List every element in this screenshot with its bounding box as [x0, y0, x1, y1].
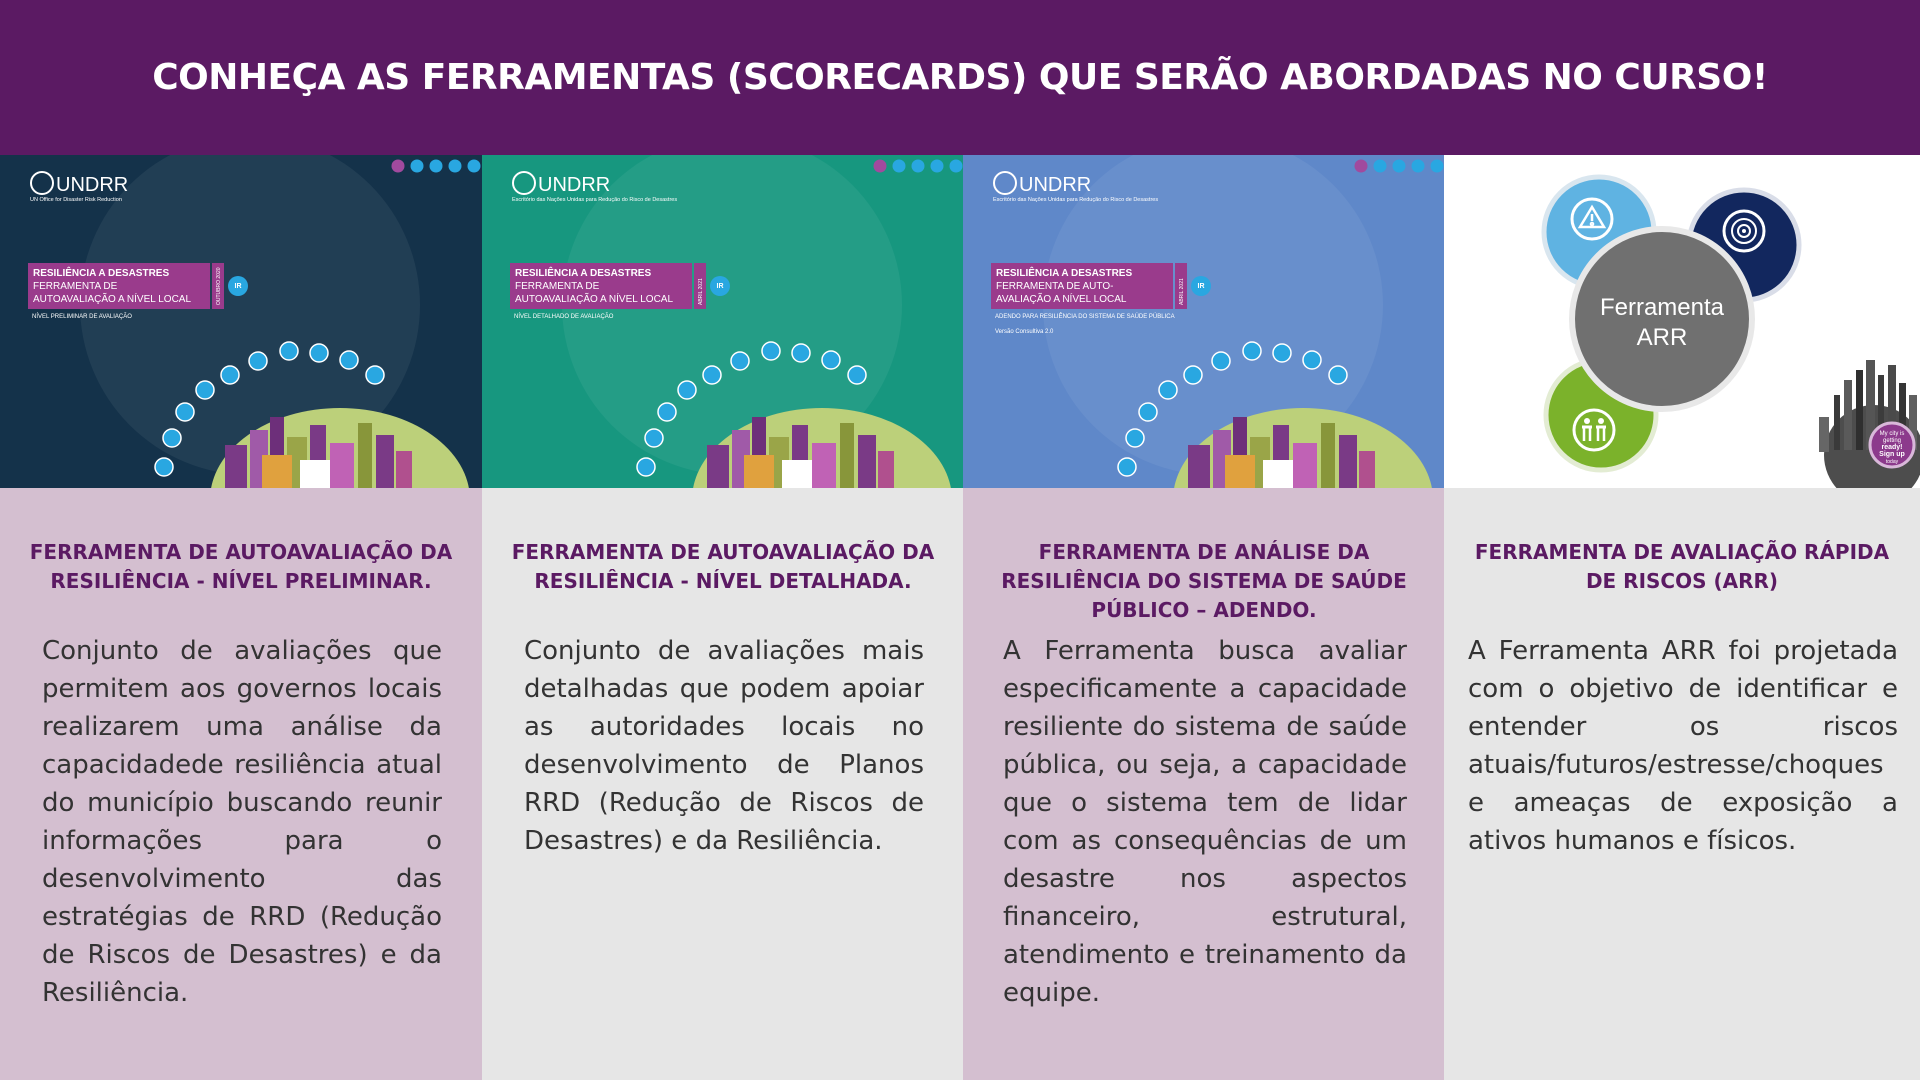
megaphone-icon — [1273, 344, 1291, 362]
svg-text:today: today — [1885, 459, 1899, 465]
tools-icon — [637, 458, 655, 476]
cover-caption: NÍVEL PRELIMINAR DE AVALIAÇÃO — [32, 314, 132, 320]
card-description: Conjunto de avaliações mais detalhadas que podem apoiar as autoridades locais no desenvolvimento de Planos RRD (Redução de Riscos de Desastres) e da Resiliência. — [524, 636, 924, 856]
money-icon — [1159, 381, 1177, 399]
center-label-line1: Ferramenta — [1599, 294, 1725, 321]
svg-text:RESILIÊNCIA A DESASTRES: RESILIÊNCIA A DESASTRES — [996, 268, 1133, 279]
home-icon[interactable] — [874, 160, 887, 173]
tools-icon — [1212, 352, 1230, 370]
card-description: A Ferramenta ARR foi projetada com o objetivo de identificar e entender os riscos atuais/futuros/estresse/choques e ameaças de exposição a ativos humanos e físicos. — [1468, 636, 1898, 856]
svg-text:OUTUBRO 2020: OUTUBRO 2020 — [216, 267, 222, 305]
svg-text:UNDRR: UNDRR — [1019, 174, 1092, 196]
cloud-icon — [1139, 403, 1157, 421]
refresh-icon[interactable] — [1431, 160, 1444, 173]
svg-text:Escritório das Nações Unidas p: Escritório das Nações Unidas para Redução do Risco de Desastres — [512, 197, 678, 203]
tools-icon — [155, 458, 173, 476]
cover-image-preliminar — [0, 155, 482, 488]
team-icon — [1243, 342, 1261, 360]
cover-image-saude — [963, 155, 1445, 488]
svg-text:My city is: My city is — [1879, 431, 1905, 437]
center-label-line2: ARR — [1636, 324, 1688, 351]
city-icon — [221, 366, 239, 384]
list-icon[interactable] — [430, 160, 443, 173]
card-description: A Ferramenta busca avaliar especificamente a capacidade resiliente do sistema de saúde pública, ou seja, a capacidade que o sistema tem de lidar com as consequências de um desastre nos aspectos financeiro, estrutural, atendimento e treinamento da equipe. — [1003, 636, 1407, 1008]
list-icon[interactable] — [912, 160, 925, 173]
menu-icon[interactable] — [1374, 160, 1387, 173]
megaphone-icon — [792, 344, 810, 362]
menu-icon[interactable] — [893, 160, 906, 173]
cover-title-box — [510, 263, 706, 309]
tools-icon — [366, 366, 384, 384]
help-icon[interactable] — [931, 160, 944, 173]
cover-caption-2: Versão Consultiva 2.0 — [995, 329, 1054, 335]
svg-text:AUTOAVALIAÇÃO A NÍVEL LOCAL: AUTOAVALIAÇÃO A NÍVEL LOCAL — [33, 294, 192, 305]
money-icon — [196, 381, 214, 399]
svg-text:IR: IR — [1197, 283, 1205, 290]
tools-icon — [1118, 458, 1136, 476]
search-icon — [645, 429, 663, 447]
svg-text:UN Office for Disaster Risk Re: UN Office for Disaster Risk Reduction — [30, 197, 122, 203]
page-header — [0, 0, 1920, 155]
list-icon[interactable] — [1393, 160, 1406, 173]
svg-text:IR: IR — [716, 283, 724, 290]
search-icon — [1126, 429, 1144, 447]
card-description: Conjunto de avaliações que permitem aos governos locais realizarem uma análise da capacidadede resiliência atual do município buscando reunir informações para o desenvolvimento das estratégias de RRD (Redução de Riscos de Desastres) e da Resiliência. — [42, 636, 442, 1008]
building-icon — [822, 351, 840, 369]
search-icon — [163, 429, 181, 447]
help-icon[interactable] — [449, 160, 462, 173]
arr-diagram — [1444, 155, 1920, 488]
tools-icon — [848, 366, 866, 384]
svg-text:IR: IR — [234, 283, 242, 290]
page-title: CONHEÇA AS FERRAMENTAS (SCORECARDS) QUE SERÃO ABORDADAS NO CURSO! — [152, 57, 1768, 98]
money-icon — [678, 381, 696, 399]
svg-text:AVALIAÇÃO A NÍVEL LOCAL: AVALIAÇÃO A NÍVEL LOCAL — [996, 294, 1127, 305]
svg-text:RESILIÊNCIA A DESASTRES: RESILIÊNCIA A DESASTRES — [515, 268, 652, 279]
svg-text:RESILIÊNCIA A DESASTRES: RESILIÊNCIA A DESASTRES — [33, 268, 170, 279]
help-icon[interactable] — [1412, 160, 1425, 173]
menu-icon[interactable] — [411, 160, 424, 173]
svg-text:FERRAMENTA DE: FERRAMENTA DE — [515, 281, 600, 292]
cover-title-box — [28, 263, 224, 309]
svg-text:ABRIL 2021: ABRIL 2021 — [1179, 278, 1185, 305]
card-title: FERRAMENTA DE ANÁLISE DA RESILIÊNCIA DO SISTEMA DE SAÚDE PÚBLICO – ADENDO. — [1001, 540, 1407, 622]
cover-caption: NÍVEL DETALHADO DE AVALIAÇÃO — [514, 314, 614, 320]
city-icon — [1184, 366, 1202, 384]
tools-icon — [249, 352, 267, 370]
city-globe-image — [1819, 360, 1920, 488]
home-icon[interactable] — [392, 160, 405, 173]
building-icon — [340, 351, 358, 369]
megaphone-icon — [310, 344, 328, 362]
card-preliminar — [0, 155, 482, 1080]
svg-text:FERRAMENTA DE: FERRAMENTA DE — [33, 281, 118, 292]
building-icon — [1303, 351, 1321, 369]
card-detalhada — [482, 155, 964, 1080]
svg-text:AUTOAVALIAÇÃO A NÍVEL LOCAL: AUTOAVALIAÇÃO A NÍVEL LOCAL — [515, 294, 674, 305]
card-arr — [1444, 155, 1920, 1080]
svg-text:FERRAMENTA DE AUTO-: FERRAMENTA DE AUTO- — [996, 281, 1114, 292]
city-icon — [703, 366, 721, 384]
cloud-icon — [658, 403, 676, 421]
card-title: FERRAMENTA DE AUTOAVALIAÇÃO DA RESILIÊNCIA - NÍVEL PRELIMINAR. — [29, 540, 453, 593]
card-saude-publica — [963, 155, 1445, 1080]
cover-title-box — [991, 263, 1187, 309]
cloud-icon — [176, 403, 194, 421]
cover-image-arr — [1444, 155, 1920, 488]
card-title: FERRAMENTA DE AUTOAVALIAÇÃO DA RESILIÊNCIA - NÍVEL DETALHADA. — [511, 540, 935, 593]
tools-icon — [1329, 366, 1347, 384]
svg-text:Sign up: Sign up — [1879, 451, 1905, 458]
refresh-icon[interactable] — [950, 160, 963, 173]
svg-text:UNDRR: UNDRR — [56, 174, 129, 196]
svg-text:getting: getting — [1882, 438, 1902, 444]
svg-text:ready!: ready! — [1881, 444, 1903, 451]
home-icon[interactable] — [1355, 160, 1368, 173]
team-icon — [762, 342, 780, 360]
cover-image-detalhada — [482, 155, 964, 488]
svg-text:ABRIL 2021: ABRIL 2021 — [698, 278, 704, 305]
svg-text:Escritório das Nações Unidas p: Escritório das Nações Unidas para Redução do Risco de Desastres — [993, 197, 1159, 203]
cover-caption: ADENDO PARA RESILIÊNCIA DO SISTEMA DE SAÚDE PÚBLICA — [995, 314, 1175, 320]
tools-icon — [731, 352, 749, 370]
svg-text:UNDRR: UNDRR — [538, 174, 611, 196]
team-icon — [280, 342, 298, 360]
card-title: FERRAMENTA DE AVALIAÇÃO RÁPIDA DE RISCOS (ARR) — [1474, 540, 1890, 593]
refresh-icon[interactable] — [468, 160, 481, 173]
